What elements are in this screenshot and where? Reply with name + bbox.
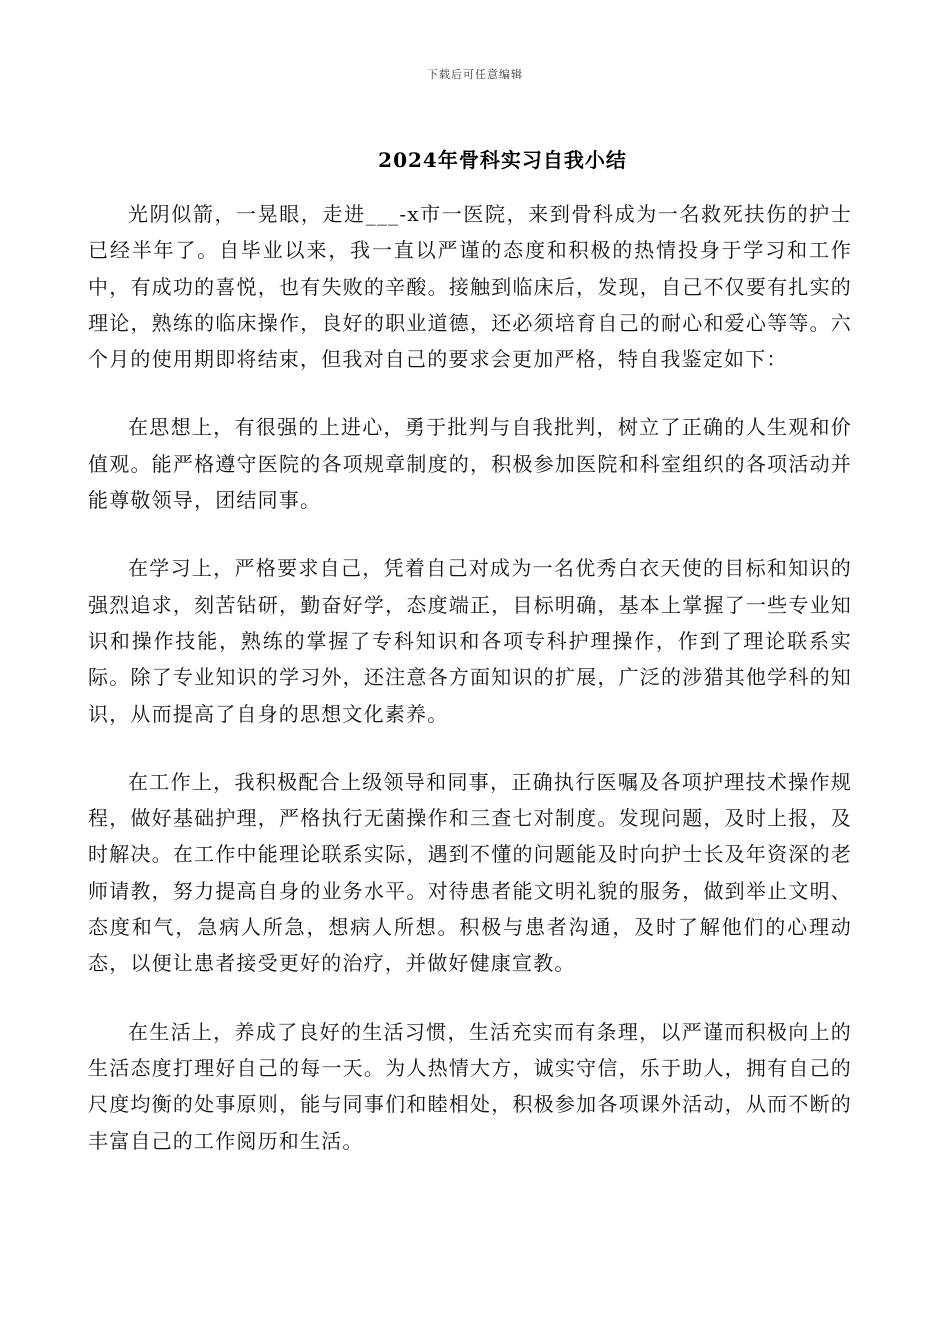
paragraph-life: 在生活上，养成了良好的生活习惯，生活充实而有条理，以严谨而积极向上的生活态度打理好自己的每一天。为人热情大方，诚实守信，乐于助人，拥有自己的尺度均衡的处事原则，能与同事们和睦相处，积极参加各项课外活动，从而不断的丰富自己的工作阅历和生活。 xyxy=(88,1019,852,1153)
paragraph-work: 在工作上，我积极配合上级领导和同事，正确执行医嘱及各项护理技术操作规程，做好基础护理，严格执行无菌操作和三查七对制度。发现问题，及时上报，及时解决。在工作中能理论联系实际，遇到不懂的问题能及时向护士长及年资深的老师请教，努力提高自身的业务水平。对待患者能文明礼貌的服务，做到举止文明、态度和气，急病人所急，想病人所想。积极与患者沟通，及时了解他们的心理动态，以便让患者接受更好的治疗，并做好健康宣教。 xyxy=(88,769,852,976)
paragraph-intro: 光阴似箭，一晃眼，走进___-x市一医院，来到骨科成为一名救死扶伤的护士已经半年了。自毕业以来，我一直以严谨的态度和积极的热情投身于学习和工作中，有成功的喜悦，也有失败的辛酸。接触到临床后，发现，自己不仅要有扎实的理论，熟练的临床操作，良好的职业道德，还必须培育自己的耐心和爱心等等。六个月的使用期即将结束，但我对自己的要求会更加严格，特自我鉴定如下： xyxy=(88,202,852,372)
header-note: 下载后可任意编辑 xyxy=(427,68,523,81)
paragraph-thought: 在思想上，有很强的上进心，勇于批判与自我批判，树立了正确的人生观和价值观。能严格遵守医院的各项规章制度的，积极参加医院和科室组织的各项活动并能尊敬领导，团结同事。 xyxy=(88,415,852,513)
paragraph-study: 在学习上，严格要求自己，凭着自己对成为一名优秀白衣天使的目标和知识的强烈追求，刻苦钻研，勤奋好学，态度端正，目标明确，基本上掌握了一些专业知识和操作技能，熟练的掌握了专科知识和各项专科护理操作，作到了理论联系实际。除了专业知识的学习外，还注意各方面知识的扩展，广泛的涉猎其他学科的知识，从而提高了自身的思想文化素养。 xyxy=(88,556,852,726)
document-title: 2024年骨科实习自我小结 xyxy=(378,148,627,172)
document-body xyxy=(88,196,852,1191)
